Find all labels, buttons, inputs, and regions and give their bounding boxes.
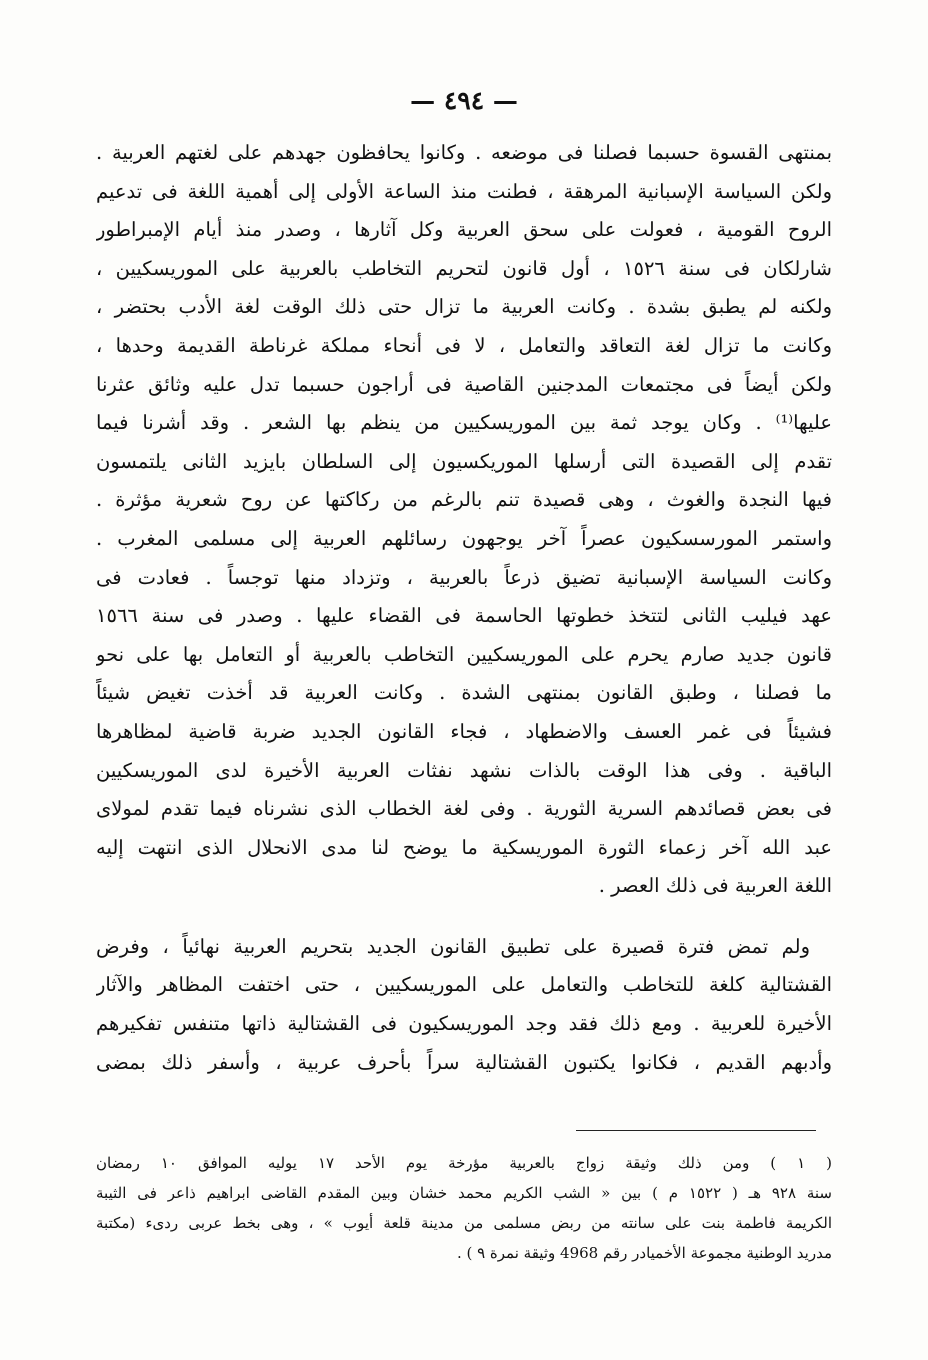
footnote-line: الكريمة فاطمة بنت على سانته من ربض مسلمى من مدينة قلعة أيوب » ، وهى بخط عربى ردىء (مكتبة bbox=[96, 1214, 832, 1232]
text-line: ما فصلنا ، وطبق القانون بمنتهى الشدة . وكانت العربية قد أخذت تغيض شيئاً bbox=[96, 681, 832, 705]
text-line: عليها⁽¹⁾ . وكان يوجد ثمة بين الموريسكيين من ينظم بها الشعر . وقد أشرنا فيما bbox=[96, 411, 832, 435]
text-line: وكانت ما تزال لغة التعاقد والتعامل ، لا فى أنحاء مملكة غرناطة القديمة وحدها ، bbox=[96, 333, 832, 357]
text-line: وكانت السياسة الإسبانية تضيق ذرعاً بالعربية ، وتزداد منها توجساً . فعادت فى bbox=[96, 565, 832, 589]
text-line: بمنتهى القسوة حسبما فصلنا فى موضعه . وكانوا يحافظون جهدهم على لغتهم العربية . bbox=[96, 141, 832, 164]
text-line: وأدبهم القديم ، فكانوا يكتبون القشتالية سراً بأحرف عربية ، وأسفر ذلك بمضى bbox=[96, 1050, 832, 1074]
text-line: عبد الله آخر زعماء الثورة الموريسكية ما يوضح لنا مدى الانحلال الذى انتهت إليه bbox=[96, 835, 832, 859]
main-text bbox=[96, 134, 832, 1082]
text-line: قانون جديد صارم يحرم على الموريسكيين التخاطب بالعربية أو التعامل بها على نحو bbox=[96, 642, 832, 666]
footnote-divider bbox=[576, 1130, 816, 1131]
text-line: ولم تمض فترة قصيرة على تطبيق القانون الجديد بتحريم العربية نهائياً ، وفرض bbox=[96, 934, 810, 958]
page-number: — ٤٩٤ — bbox=[410, 86, 518, 115]
text-line: الأخيرة للعربية . ومع ذلك فقد وجد الموريسكيون فى القشتالية ذاتها متنفس تفكيرهم bbox=[96, 1012, 832, 1036]
text-line: عهد فيليب الثانى لتتخذ خطوتها الحاسمة فى القضاء عليها . وصدر فى سنة ١٥٦٦ bbox=[96, 604, 832, 628]
text-line: واستمر المورسسكيون عصراً آخر يوجهون رسائلهم العربية إلى مسلمى المغرب . bbox=[96, 526, 832, 550]
text-line: ولكن السياسة الإسبانية المرهقة ، فطنت منذ الساعة الأولى إلى أهمية اللغة فى تدعيم bbox=[96, 179, 832, 203]
text-line: شارلكان فى سنة ١٥٢٦ ، أول قانون لتحريم التخاطب بالعربية على الموريسكيين ، bbox=[96, 256, 832, 280]
text-line: فشيئاً فى غمر العسف والاضطهاد ، فجاء القانون الجديد ضربة قاضية لمظاهرها bbox=[96, 719, 832, 743]
text-line: ولكنه لم يطبق بشدة . وكانت العربية ما تزال حتى ذلك الوقت لغة الأدب بحتضر ، bbox=[96, 295, 832, 319]
footnote bbox=[96, 1148, 832, 1268]
paragraph-gap bbox=[96, 906, 832, 928]
footnote-line: مدريد الوطنية مجموعة الأخميادر رقم 4968 وثيقة نمرة ٩ ) . bbox=[456, 1244, 832, 1262]
footnote-line: سنة ٩٢٨ هـ ( ١٥٢٢ م ) بين « الشب الكريم محمد خشان وبين المقدم القاضى ابراهيم ذاعر فى الثيبة bbox=[96, 1184, 832, 1202]
text-line: ولكن أيضاً فى مجتمعات المدجنين القاصية فى أراجون حسبما تدل عليه وثائق عثرنا bbox=[96, 372, 832, 396]
footnote-line: ( ١ ) ومن ذلك وثيقة زواج بالعربية مؤرخة يوم الأحد ١٧ يوليه الموافق ١٠ رمضان bbox=[96, 1154, 832, 1172]
text-line: تقدم إلى القصيدة التى أرسلها الموريكسيون إلى السلطان بايزيد الثانى يلتمسون bbox=[96, 449, 832, 473]
text-line: فى بعض قصائدهم السرية الثورية . وفى لغة الخطاب الذى نشرناه فيما تقدم لمولاى bbox=[96, 797, 832, 821]
text-line: القشتالية كلغة للتخاطب والتعامل على الموريسكيين ، حتى اختفت المظاهر والآثار bbox=[96, 973, 832, 997]
text-line: فيها النجدة والغوث ، وهى قصيدة تنم بالرغم من ركاكتها عن روح شعرية مؤثرة . bbox=[96, 488, 832, 512]
text-line: اللغة العربية فى ذلك العصر . bbox=[598, 874, 832, 898]
text-line: الروح القومية ، فعولت على سحق العربية وكل آثارها ، وصدر منذ أيام الإمبراطور bbox=[96, 218, 832, 242]
text-line: الباقية . وفى هذا الوقت بالذات نشهد نفثات العربية الأخيرة لدى الموريسكيين bbox=[96, 758, 832, 782]
